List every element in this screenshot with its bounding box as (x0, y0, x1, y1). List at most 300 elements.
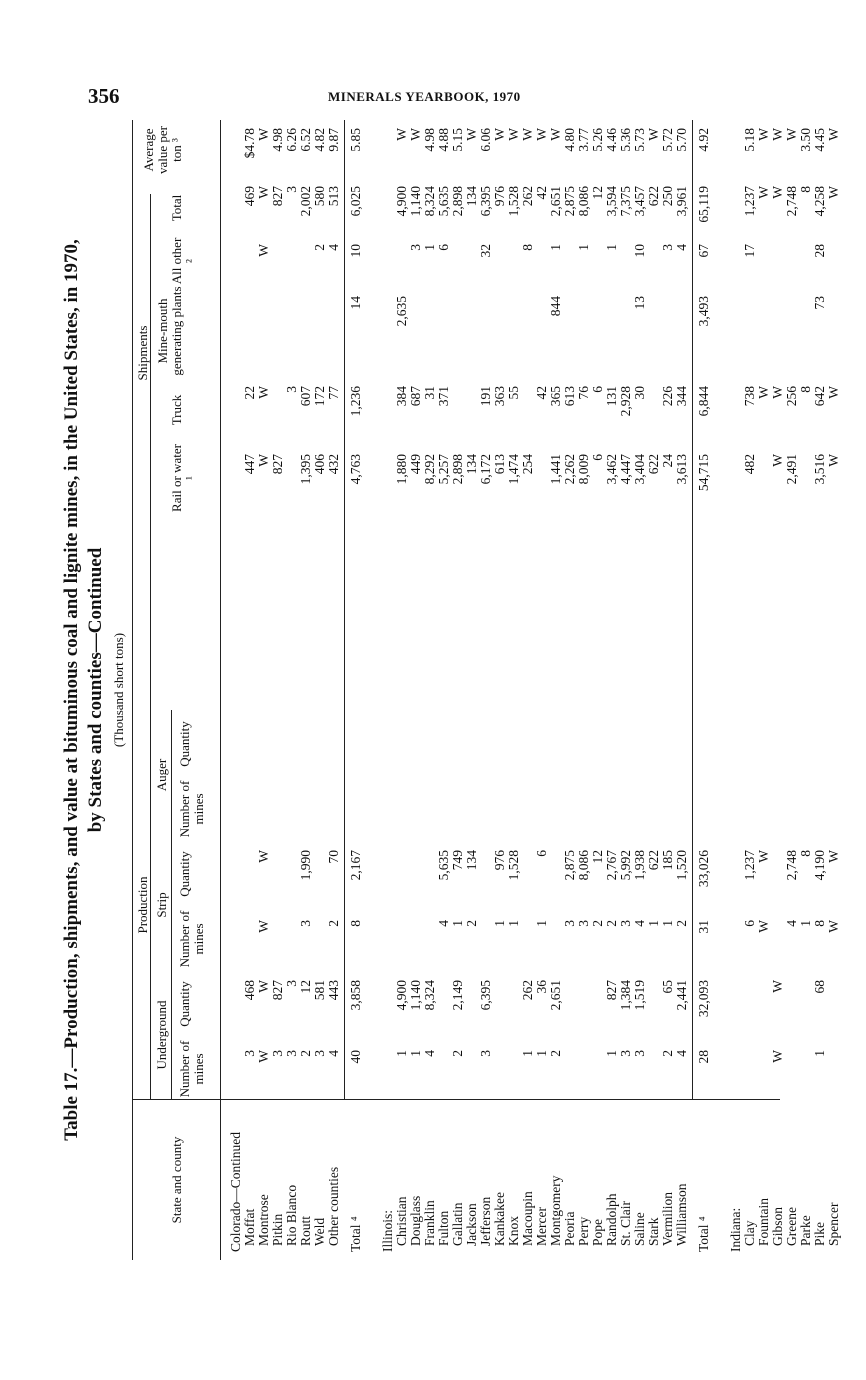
row-value: 3.50 (798, 128, 813, 152)
row-value: 8 (812, 920, 827, 927)
row-label: Routt (298, 1215, 313, 1246)
row-value: W (826, 850, 841, 863)
row-value: 384 (394, 386, 409, 407)
row-value: 363 (492, 386, 507, 407)
row-value (826, 790, 842, 840)
header-auger-quantity: Quantity (177, 721, 192, 767)
row-value: 3 (562, 920, 577, 927)
row-value: W (534, 128, 549, 141)
row-value: 2,002 (298, 186, 313, 217)
table-title-line1: Table 17.—Production, shipments, and value at bituminous coal and lignite mines, in the United States, in 1970, (61, 239, 82, 1141)
row-value: 1 (646, 920, 661, 927)
row-value: 28 (812, 244, 827, 258)
row-value: 513 (326, 186, 341, 207)
row-label: Randolph (604, 1193, 619, 1246)
row-label: Total ⁴ (696, 1216, 711, 1252)
row-value: W (256, 386, 271, 399)
row-label: Knox (506, 1216, 521, 1246)
row-value: 134 (464, 454, 479, 475)
row-label: Macoupin (520, 1191, 535, 1246)
row-value: 4,258 (812, 186, 827, 217)
header-underground: Underground (154, 1000, 169, 1070)
row-value: 33,026 (696, 850, 711, 888)
row-value: 8 (798, 186, 813, 193)
header-ug-quantity: Quantity (177, 981, 192, 1027)
row-value: 2 (590, 920, 605, 927)
row-value: 32,093 (696, 980, 711, 1018)
row-value: 70 (326, 850, 341, 864)
row-label: Peoria (562, 1211, 577, 1246)
row-value: 3,858 (348, 980, 363, 1011)
row-value: 738 (742, 386, 757, 407)
header-state-county: State and county (169, 1136, 184, 1224)
row-value: 5.15 (450, 128, 465, 152)
row-value (826, 720, 842, 778)
row-value: 2,875 (562, 850, 577, 881)
production-rule (150, 512, 151, 1100)
row-value: $4.78 (242, 128, 257, 159)
row-value: 3 (312, 1050, 327, 1057)
row-label: Mercer (534, 1207, 549, 1246)
row-value: 42 (534, 186, 549, 200)
table-total-row (696, 120, 712, 1260)
row-value: 1,528 (506, 850, 521, 881)
row-value: 4 (632, 920, 647, 927)
row-value: 2 (326, 920, 341, 927)
row-value: W (784, 128, 799, 141)
row-value: 31 (422, 386, 437, 400)
row-value: 4 (326, 244, 341, 251)
row-value: 4,447 (618, 454, 633, 485)
row-value: W (770, 128, 785, 141)
row-value: 581 (312, 980, 327, 1001)
row-value: 827 (270, 186, 285, 207)
row-label: Other counties (326, 1166, 341, 1246)
row-value: W (408, 128, 423, 141)
row-value: 4.46 (604, 128, 619, 152)
row-value: W (256, 454, 271, 467)
row-value: 14 (348, 296, 363, 310)
row-label: Christian (394, 1196, 409, 1246)
row-value: W (256, 128, 271, 141)
row-value: 40 (348, 1050, 363, 1064)
row-label: Illinois: (380, 1209, 395, 1252)
row-value: 65 (660, 980, 675, 994)
row-value: 30 (632, 386, 647, 400)
row-label: Jefferson (478, 1196, 493, 1246)
row-value: 482 (742, 454, 757, 475)
page-number: 356 (88, 84, 120, 108)
row-value: 1 (798, 920, 813, 927)
row-value: 2 (674, 920, 689, 927)
row-value: 827 (270, 454, 285, 475)
row-value: 134 (464, 850, 479, 871)
row-value: 8 (798, 850, 813, 857)
row-value: 4 (784, 920, 799, 927)
row-value: 67 (696, 244, 711, 258)
total-rule (692, 120, 693, 1100)
row-value: 6,395 (478, 980, 493, 1011)
row-value: 2,262 (562, 454, 577, 485)
row-label: St. Clair (618, 1200, 633, 1246)
row-value: 1 (812, 1050, 827, 1057)
row-value: 3,493 (696, 296, 711, 327)
row-value: 3 (576, 920, 591, 927)
row-value: 76 (576, 386, 591, 400)
row-value: 10 (348, 244, 363, 258)
row-value: 3,404 (632, 454, 647, 485)
row-label: Fulton (436, 1210, 451, 1246)
row-value: 3 (298, 920, 313, 927)
row-value: 622 (646, 186, 661, 207)
row-value: 5.70 (674, 128, 689, 152)
row-value: 6.26 (284, 128, 299, 152)
row-value: 32 (478, 244, 493, 258)
row-value: 1 (394, 1050, 409, 1057)
row-value: 976 (492, 850, 507, 871)
row-label: Colorado—Continued (228, 1132, 243, 1252)
row-value: 3,462 (604, 454, 619, 485)
row-value: 3 (284, 1050, 299, 1057)
row-value: 1,384 (618, 980, 633, 1011)
row-value (826, 1050, 842, 1100)
row-value: 1,236 (348, 386, 363, 417)
row-value: 3 (242, 1050, 257, 1057)
header-auger-number: Number of mines (177, 780, 206, 838)
header-bottom-rule (220, 120, 221, 1260)
row-value: 2 (464, 920, 479, 927)
row-value: 262 (520, 980, 535, 1001)
table-total-row (348, 120, 364, 1260)
row-value: 3 (284, 186, 299, 193)
row-value: 2 (298, 1050, 313, 1057)
row-value: W (646, 128, 661, 141)
row-value: 4.45 (812, 128, 827, 152)
row-value: W (756, 850, 771, 863)
row-value (826, 244, 842, 286)
row-value: 1,519 (632, 980, 647, 1011)
row-value: 4.98 (422, 128, 437, 152)
row-value: 6,025 (348, 186, 363, 217)
row-value: 3 (408, 244, 423, 251)
table-row (674, 120, 690, 1260)
row-label: Weld (312, 1217, 327, 1246)
row-value: 7,375 (618, 186, 633, 217)
row-value: W (256, 850, 271, 863)
row-value: 1 (534, 920, 549, 927)
row-label: Rio Blanco (284, 1184, 299, 1246)
row-value: 54,715 (696, 454, 711, 492)
row-value: 2,149 (450, 980, 465, 1011)
row-label: Pitkin (270, 1213, 285, 1246)
header-total: Total (169, 194, 184, 222)
row-value: 1 (506, 920, 521, 927)
row-value: 4,763 (348, 454, 363, 485)
row-value: 406 (312, 454, 327, 475)
row-value: W (256, 186, 271, 199)
row-value: 2,767 (604, 850, 619, 881)
row-value: 580 (312, 186, 327, 207)
row-value: 4.80 (562, 128, 577, 152)
row-value: 134 (464, 186, 479, 207)
row-value: 365 (548, 386, 563, 407)
row-value: 3,613 (674, 454, 689, 485)
row-value: W (826, 920, 841, 933)
row-value: 3,457 (632, 186, 647, 217)
row-value: W (256, 980, 271, 993)
row-label: Franklin (422, 1200, 437, 1246)
row-label: Spencer (826, 1202, 841, 1246)
row-value (696, 790, 712, 840)
row-value: 2,898 (450, 454, 465, 485)
row-value: 55 (506, 386, 521, 400)
row-value: 254 (520, 454, 535, 475)
row-value (826, 296, 842, 376)
total-rule (344, 120, 345, 1100)
table-unit: (Thousand short tons) (111, 632, 126, 748)
row-value: W (770, 386, 785, 399)
row-value: 3 (660, 244, 675, 251)
row-value: 5,635 (436, 186, 451, 217)
row-value: 2 (312, 244, 327, 251)
row-label: Greene (784, 1207, 799, 1246)
row-value: W (256, 244, 271, 257)
row-value: 1 (604, 244, 619, 251)
row-value: 1,990 (298, 850, 313, 881)
row-value: 2,441 (674, 980, 689, 1011)
row-value: 4 (436, 920, 451, 927)
row-value: 1 (520, 1050, 535, 1057)
row-value: 10 (632, 244, 647, 258)
row-value: W (826, 386, 841, 399)
row-value: W (770, 454, 785, 467)
row-value: 6 (590, 454, 605, 461)
row-value: W (256, 920, 271, 933)
row-value: 24 (660, 454, 675, 468)
row-value: 613 (562, 386, 577, 407)
row-value: 2,748 (784, 186, 799, 217)
row-value: 3 (478, 1050, 493, 1057)
row-value: 1,528 (506, 186, 521, 217)
row-value: W (256, 1050, 271, 1063)
row-value: 449 (408, 454, 423, 475)
row-value: 1 (534, 1050, 549, 1057)
row-value (326, 296, 342, 376)
row-value: 3 (284, 980, 299, 987)
row-value: 1 (576, 244, 591, 251)
row-value: 6.06 (478, 128, 493, 152)
shipments-rule (150, 194, 151, 512)
row-value: 3 (618, 1050, 633, 1057)
row-value: 749 (450, 850, 465, 871)
row-value (348, 790, 364, 840)
row-value: 256 (784, 386, 799, 407)
row-value: 8,009 (576, 454, 591, 485)
row-value: 1 (548, 244, 563, 251)
row-value: 262 (520, 186, 535, 207)
row-value: 607 (298, 386, 313, 407)
row-value: 3,516 (812, 454, 827, 485)
row-label: Indiana: (728, 1207, 743, 1252)
row-value: 6 (534, 850, 549, 857)
running-head: MINERALS YEARBOOK, 1970 (328, 89, 521, 104)
row-value: W (756, 386, 771, 399)
row-value: 642 (812, 386, 827, 407)
row-value: 185 (660, 850, 675, 871)
row-value: 976 (492, 186, 507, 207)
row-value: 3 (284, 386, 299, 393)
row-value: 1 (604, 1050, 619, 1057)
row-value: W (756, 186, 771, 199)
row-value: 622 (646, 454, 661, 475)
row-label: Kankakee (492, 1192, 507, 1246)
row-value: W (770, 186, 785, 199)
row-value: 5.73 (632, 128, 647, 152)
row-value: 73 (812, 296, 827, 310)
row-value: 1 (492, 920, 507, 927)
row-label: Stark (646, 1217, 661, 1246)
row-label: Douglass (408, 1195, 423, 1246)
row-value: 28 (696, 1050, 711, 1064)
row-label: Fountain (756, 1197, 771, 1246)
row-label: Montgomery (548, 1175, 563, 1246)
row-value: 131 (604, 386, 619, 407)
row-value: 1,395 (298, 454, 313, 485)
row-value: W (770, 1050, 785, 1063)
row-value: 8,086 (576, 850, 591, 881)
row-value: 3 (270, 1050, 285, 1057)
row-value: 2,635 (394, 296, 409, 327)
row-value: 5.72 (660, 128, 675, 152)
header-strip-quantity: Quantity (177, 851, 192, 897)
row-label: Saline (632, 1212, 647, 1246)
row-label: Pike (812, 1221, 827, 1246)
row-value: 1,880 (394, 454, 409, 485)
row-value: 8,324 (422, 186, 437, 217)
row-label: Williamson (674, 1183, 689, 1246)
row-value (674, 720, 690, 778)
row-value: 4 (674, 1050, 689, 1057)
row-value (326, 720, 342, 778)
row-value: 1,938 (632, 850, 647, 881)
row-value: 2 (604, 920, 619, 927)
row-value: 4.92 (696, 128, 711, 152)
row-value: 2,491 (784, 454, 799, 485)
row-value: 447 (242, 454, 257, 475)
row-value: 1 (450, 920, 465, 927)
row-value: 613 (492, 454, 507, 475)
row-value: W (492, 128, 507, 141)
row-value: 3,961 (674, 186, 689, 217)
row-label: Clay (742, 1220, 757, 1246)
row-value: W (826, 454, 841, 467)
row-value: 8 (348, 920, 363, 927)
row-label: Vermilion (660, 1192, 675, 1246)
row-label: Perry (576, 1216, 591, 1246)
row-value: 4.88 (436, 128, 451, 152)
header-auger: Auger (154, 758, 169, 792)
header-average-value: Average value per ton ³ (141, 126, 184, 175)
row-value: 6 (590, 386, 605, 393)
row-value: 5,257 (436, 454, 451, 485)
row-label: Jackson (464, 1203, 479, 1246)
row-value: 4,900 (394, 980, 409, 1011)
row-value: 6,844 (696, 386, 711, 417)
row-value: 4 (422, 1050, 437, 1057)
row-value: 3 (618, 920, 633, 927)
header-ug-number: Number of mines (177, 1040, 206, 1098)
row-value: 3 (632, 1050, 647, 1057)
header-strip-number: Number of mines (177, 910, 206, 968)
row-value: 827 (270, 980, 285, 1001)
row-value: W (506, 128, 521, 141)
table-title (60, 120, 108, 1260)
row-value: 344 (674, 386, 689, 407)
row-value: 6,172 (478, 454, 493, 485)
row-value: 1 (660, 920, 675, 927)
row-value: 5.26 (590, 128, 605, 152)
row-value: W (770, 980, 785, 993)
row-value: 2 (660, 1050, 675, 1057)
row-value: 4.98 (270, 128, 285, 152)
row-value: 1,441 (548, 454, 563, 485)
header-truck: Truck (169, 394, 184, 426)
row-value: 687 (408, 386, 423, 407)
row-value (348, 720, 364, 778)
row-value: 1,237 (742, 850, 757, 881)
row-value: 4 (674, 244, 689, 251)
row-value: 1,474 (506, 454, 521, 485)
table-row (326, 120, 342, 1260)
row-label: Gibson (770, 1206, 785, 1246)
header-mine-mouth: Mine-mouth generating plants (155, 286, 184, 376)
row-value: 827 (604, 980, 619, 1001)
row-value: 2,898 (450, 186, 465, 217)
row-value: 1,140 (408, 186, 423, 217)
table-row (826, 120, 842, 1260)
header-top-rule (132, 120, 133, 1260)
row-value: 5,992 (618, 850, 633, 881)
row-value: 2 (548, 1050, 563, 1057)
row-value: W (756, 128, 771, 141)
row-value: W (464, 128, 479, 141)
row-value: 4,900 (394, 186, 409, 217)
row-value (674, 296, 690, 376)
row-value: 42 (534, 386, 549, 400)
row-value: 250 (660, 186, 675, 207)
row-value: 3.77 (576, 128, 591, 152)
row-value: 622 (646, 850, 661, 871)
row-value (674, 790, 690, 840)
row-value: 1 (408, 1050, 423, 1057)
row-value: 8,292 (422, 454, 437, 485)
row-value: 8,324 (422, 980, 437, 1011)
row-value: 5.18 (742, 128, 757, 152)
row-label: Gallatin (450, 1202, 465, 1246)
row-value: 443 (326, 980, 341, 1001)
row-value: W (548, 128, 563, 141)
row-value: 3,594 (604, 186, 619, 217)
row-value (326, 790, 342, 840)
row-value: 8,086 (576, 186, 591, 217)
row-value: 9.87 (326, 128, 341, 152)
row-value: 12 (298, 980, 313, 994)
row-label: Parke (798, 1215, 813, 1246)
row-value: W (826, 186, 841, 199)
row-value: 1 (422, 244, 437, 251)
row-value: 4 (326, 1050, 341, 1057)
row-value: 5.85 (348, 128, 363, 152)
